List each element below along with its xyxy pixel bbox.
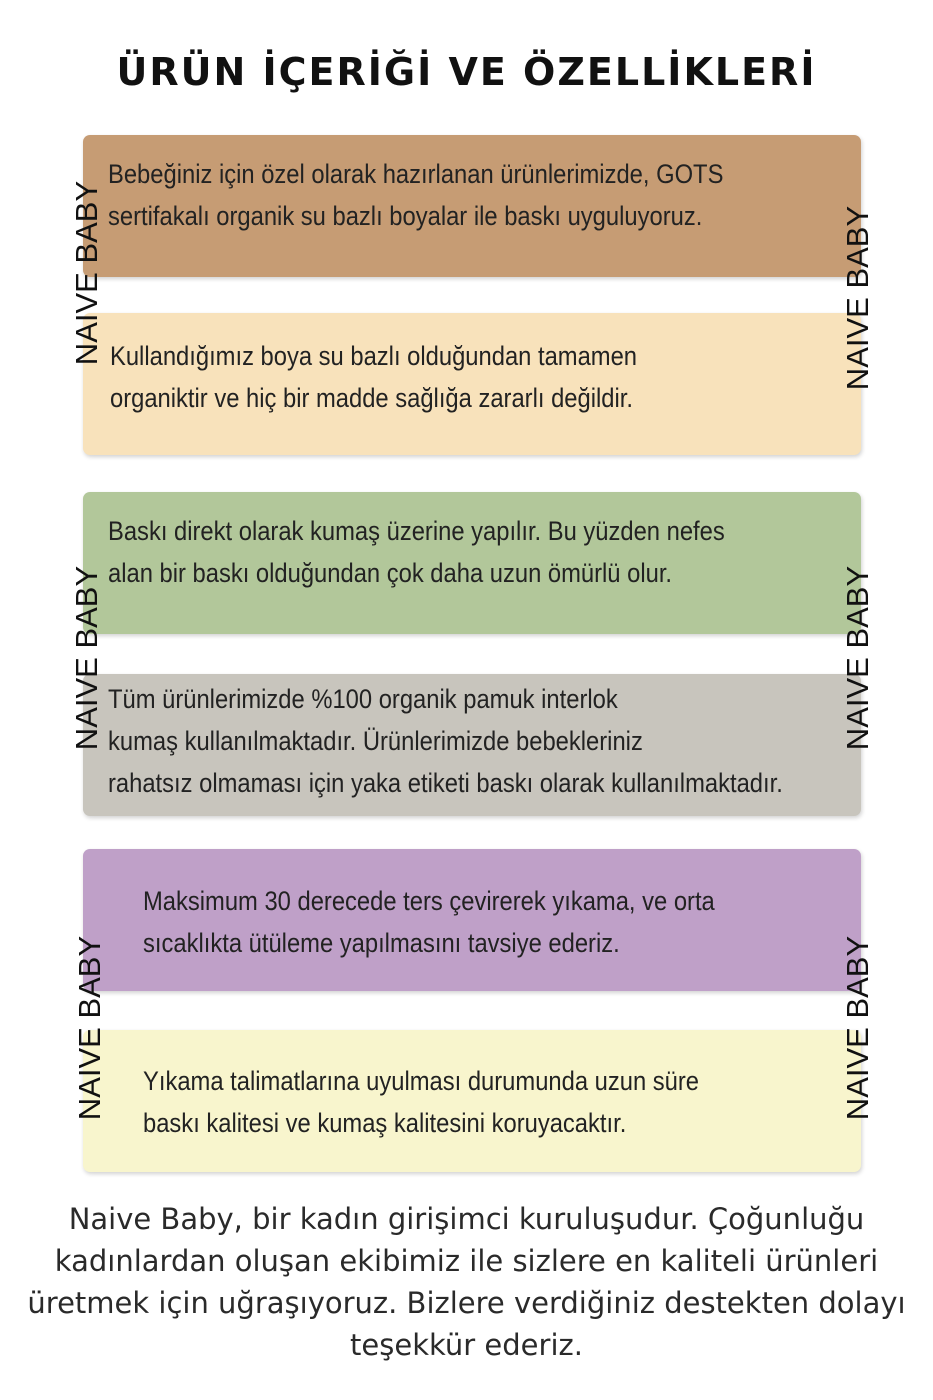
info-line: organiktir ve hiç bir madde sağlığa zararlı değildir. xyxy=(110,383,633,413)
info-box-organic-cotton xyxy=(83,674,861,816)
info-line: Kullandığımız boya su bazlı olduğundan tamamen xyxy=(110,341,638,371)
info-line: rahatsız olmaması için yaka etiketi baskı olarak kullanılmaktadır. xyxy=(108,768,783,798)
info-line: Bebeğiniz için özel olarak hazırlanan ürünlerimizde, GOTS xyxy=(108,159,724,189)
info-line: Maksimum 30 derecede ters çevirerek yıkama, ve orta xyxy=(143,886,715,916)
info-line: sertifakalı organik su bazlı boyalar ile baskı uyguluyoruz. xyxy=(108,201,703,231)
brand-label-right: NAIVE BABY xyxy=(840,205,875,391)
info-line: sıcaklıkta ütüleme yapılmasını tavsiye ederiz. xyxy=(143,928,620,958)
brand-label-right: NAIVE BABY xyxy=(840,565,875,751)
footer-line: kadınlardan oluşan ekibimiz ile sizlere en kaliteli ürünleri xyxy=(54,1244,879,1278)
info-line: Baskı direkt olarak kumaş üzerine yapılır. Bu yüzden nefes xyxy=(108,516,725,546)
info-line: Tüm ürünlerimizde %100 organik pamuk interlok xyxy=(108,684,618,714)
footer-line: üretmek için uğraşıyoruz. Bizlere verdiğiniz destekten dolayı xyxy=(27,1286,906,1320)
info-box-water-based-dye xyxy=(83,313,861,455)
footer-note xyxy=(0,1198,933,1366)
footer-line: Naive Baby, bir kadın girişimci kuruluşudur. Çoğunluğu xyxy=(68,1202,865,1236)
brand-label-left: NAIVE BABY xyxy=(69,565,104,751)
info-box-care-instructions xyxy=(83,1030,861,1172)
info-line: kumaş kullanılmaktadır. Ürünlerimizde bebekleriniz xyxy=(108,726,643,756)
brand-label-left: NAIVE BABY xyxy=(69,180,104,366)
footer-line: teşekkür ederiz. xyxy=(350,1328,583,1362)
brand-label-left: NAIVE BABY xyxy=(72,935,107,1121)
info-line: alan bir baskı olduğundan çok daha uzun ömürlü olur. xyxy=(108,558,673,588)
info-box-gots-print xyxy=(83,135,861,277)
brand-label-right: NAIVE BABY xyxy=(840,935,875,1121)
info-line: Yıkama talimatlarına uyulması durumunda uzun süre xyxy=(143,1066,699,1096)
page-title: ÜRÜN İÇERİĞİ VE ÖZELLİKLERİ xyxy=(116,50,817,94)
info-line: baskı kalitesi ve kumaş kalitesini koruyacaktır. xyxy=(143,1108,627,1138)
info-box-direct-print xyxy=(83,492,861,634)
info-box-washing xyxy=(83,849,861,991)
